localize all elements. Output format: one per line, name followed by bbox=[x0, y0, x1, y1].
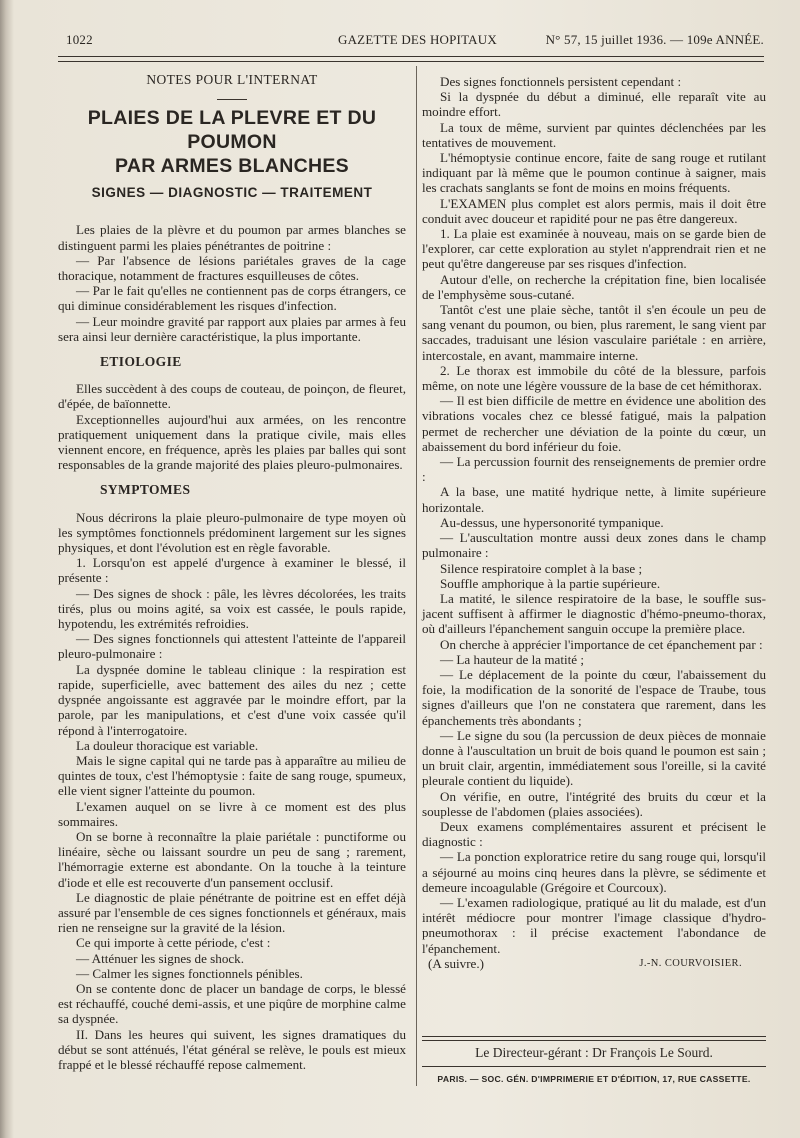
paragraph: — Des signes fonctionnels qui attestent l'atteinte de l'appareil pleuro-pulmonaire : bbox=[58, 631, 406, 662]
paragraph: — L'examen radiologique, pratiqué au lit du malade, est d'un intérêt médiocre pour montrer l'image classique d'hydro-pneumothorax : il précise exactement l'abondance de l'épanchement. bbox=[422, 894, 766, 956]
paragraph: 2. Le thorax est immobile du côté de la blessure, parfois même, on note une légère voussure de la base de cet hémithorax. bbox=[422, 362, 766, 394]
paragraph: — Des signes de shock : pâle, les lèvres décolorées, les traits tirés, plus ou moins agité, sa voix est cassée, le pouls rapide, hypotendu, les extrémités refroidies. bbox=[58, 585, 406, 632]
footer-rule-bottom bbox=[422, 1040, 766, 1041]
article-title bbox=[58, 106, 406, 178]
paragraph: Nous décrirons la plaie pleuro-pulmonaire de type moyen où les symptômes fonctionnels prédominent largement sur les signes physiques, et dont l'évolution est en règle favorable. bbox=[58, 509, 406, 556]
issue-info: N° 57, 15 juillet 1936. — 109e ANNÉE. bbox=[545, 32, 764, 47]
paragraph: Exceptionnelles aujourd'hui aux armées, on les rencontre pratiquement uniquement dans la pratique civile, mais elles viennent encore, en fréquence, après les plaies par balles qui sont responsables de la grande majorité des plaies pleuro-pulmonaires. bbox=[58, 411, 406, 473]
printer-line: PARIS. — SOC. GÉN. D'IMPRIMERIE ET D'ÉDITION, 17, RUE CASSETTE. bbox=[437, 1074, 751, 1084]
paragraph: Silence respiratoire complet à la base ; bbox=[440, 560, 643, 576]
paragraph: Au-dessus, une hypersonorité tympanique. bbox=[440, 514, 664, 530]
paragraph: Deux examens complémentaires assurent et précisent le diagnostic : bbox=[422, 818, 766, 850]
paragraph: — Il est bien difficile de mettre en évidence une abolition des vibrations vocales chez ce blessé fatigué, mais la palpation permet de rechercher une déviation de la pointe du cœur, un abaissement du bord inférieur du foie. bbox=[422, 393, 766, 454]
article-subtitle: SIGNES — DIAGNOSTIC — TRAITEMENT bbox=[91, 185, 373, 201]
paragraph: Tantôt c'est une plaie sèche, tantôt il s'en écoule un peu de sang venant du poumon, ou bien, plus rarement, le sang vient par saccades, traduisant une lésion vasculaire pariétale : en arrière, intercostale, en avant, mammaire interne. bbox=[422, 302, 766, 363]
printer-rule bbox=[422, 1066, 766, 1067]
paragraph: L'EXAMEN plus complet est alors permis, mais il doit être conduit avec douceur et rapidité pour ne pas être dangereux. bbox=[422, 195, 766, 226]
paragraph: Souffle amphorique à la partie supérieure. bbox=[440, 575, 661, 591]
paragraph: La douleur thoracique est variable. bbox=[76, 737, 259, 753]
paragraph: — La ponction exploratrice retire du sang rouge qui, lorsqu'il a séjourné au moins cinq heures dans la plèvre, se sédimente et demeure incoagulable (Grégoire et Courcoux). bbox=[422, 849, 766, 895]
left-column bbox=[58, 70, 406, 1072]
paragraph: La toux de même, survient par quintes déclenchées par les tentatives de mouvement. bbox=[422, 119, 766, 150]
paragraph: Des signes fonctionnels persistent cependant : bbox=[440, 74, 682, 89]
paragraph: La matité, le silence respiratoire de la base, le souffle sus-jacent suffisent à affirmer le diagnostic d'hémo-pneumo-thorax, où d'ailleurs l'épanchement sanguin occupe la première place. bbox=[422, 590, 766, 637]
header-rule-thick bbox=[58, 56, 764, 57]
title-rule bbox=[217, 99, 247, 100]
paragraph: A la base, une matité hydrique nette, à limite supérieure horizontale. bbox=[422, 484, 766, 515]
paragraph: — Calmer les signes fonctionnels pénibles. bbox=[76, 965, 303, 981]
paragraph: Le diagnostic de plaie pénétrante de poitrine est en effet déjà assuré par l'ensemble de ces signes fonctionnels et généraux, mais rien ne renseigne sur la gravité de la lésion. bbox=[58, 889, 406, 936]
paragraph: Si la dyspnée du début a diminué, elle reparaît vite au moindre effort. bbox=[422, 89, 766, 120]
paragraph: L'examen auquel on se livre à ce moment est des plus sommaires. bbox=[58, 798, 406, 829]
paragraph: On se contente donc de placer un bandage de corps, le blessé est réchauffé, couché demi-assis, et une piqûre de morphine calme sa dyspnée. bbox=[58, 980, 406, 1027]
paragraph: Ce qui importe à cette période, c'est : bbox=[76, 935, 271, 951]
right-column bbox=[422, 74, 766, 971]
paragraph: Autour d'elle, on recherche la crépitation fine, bien localisée de l'emphysème sous-cutané. bbox=[422, 271, 766, 302]
paragraph: 1. Lorsqu'on est appelé d'urgence à examiner le blessé, il présente : bbox=[58, 555, 406, 586]
section-heading-etiologie: ETIOLOGIE bbox=[100, 354, 182, 370]
paragraph: — Atténuer les signes de shock. bbox=[76, 950, 245, 966]
article-title-line1: PLAIES DE LA PLEVRE ET DU POUMON bbox=[87, 107, 377, 154]
author-name: J.-N. COURVOISIER. bbox=[639, 957, 742, 969]
paragraph: 1. La plaie est examinée à nouveau, mais on se garde bien de l'explorer, car cette exploration au stylet n'apprendrait rien et ne peut qu'être dangereuse par ses risques d'infection. bbox=[422, 226, 766, 272]
paragraph: La dyspnée domine le tableau clinique : la respiration est rapide, superficielle, avec battement des ailes du nez ; cette dyspnée angoissante est aggravée par le moindre effort, par la parole, par les manipulations, et c'est d'une voix cassée qu'il répond à l'interrogatoire. bbox=[58, 661, 406, 738]
paragraph: On cherche à apprécier l'importance de cet épanchement par : bbox=[440, 636, 763, 652]
column-divider bbox=[416, 66, 417, 1086]
paragraph: — Le signe du sou (la percussion de deux pièces de monnaie donne à l'auscultation un bruit de bois quand le poumon est sain ; un bruit clair, argentin, immédiatement sous l'oreille, si la cavité pleurale contient du liquide). bbox=[422, 727, 766, 789]
paragraph: L'hémoptysie continue encore, faite de sang rouge et rutilant indiquant par là même que le poumon continue à saigner, mais les crachats sanglants se font de moins en moins fréquents. bbox=[422, 150, 766, 196]
to-be-continued: (A suivre.) bbox=[428, 955, 484, 971]
page-number: 1022 bbox=[66, 32, 93, 47]
paragraph: — Le déplacement de la pointe du cœur, l'abaissement du foie, la modification de la sonorité de l'espace de Traube, tous signes d'ailleurs que l'on ne constatera que rarement, dans les épanchements très abondants ; bbox=[422, 666, 766, 728]
paragraph: On vérifie, en outre, l'intégrité des bruits du cœur et la souplesse de l'abdomen (plaies associées). bbox=[422, 788, 766, 819]
article-signature bbox=[422, 956, 766, 971]
paragraph: — Leur moindre gravité par rapport aux plaies par armes à feu sera ainsi leur dernière caractéristique, la plus importante. bbox=[58, 313, 406, 344]
paragraph: — Par le fait qu'elles ne contiennent pas de corps étrangers, ce qui diminue considérablement les risques d'infection. bbox=[58, 283, 406, 314]
paragraph: — La percussion fournit des renseignements de premier ordre : bbox=[422, 454, 766, 485]
paragraph: II. Dans les heures qui suivent, les signes dramatiques du début se sont atténués, l'état général se relève, le pouls est mieux frappé et le blessé réchauffé repose calmement. bbox=[58, 1026, 406, 1072]
paragraph: On se borne à reconnaître la plaie pariétale : punctiforme ou linéaire, sèche ou laissant sourdre un peu de sang ; rarement, l'hémorragie externe est abondante. On la touche à la teinture d'iode et elle est recouverte d'un pansement occlusif. bbox=[58, 828, 406, 890]
section-label: NOTES POUR L'INTERNAT bbox=[146, 72, 318, 87]
director-line: Le Directeur-gérant : Dr François Le Sourd. bbox=[475, 1045, 713, 1060]
paragraph: Les plaies de la plèvre et du poumon par armes blanches se distinguent parmi les plaies pénétrantes de poitrine : bbox=[58, 222, 406, 253]
header-rule-thin bbox=[58, 61, 764, 62]
section-heading-symptomes: SYMPTOMES bbox=[100, 482, 191, 498]
paragraph: — La hauteur de la matité ; bbox=[440, 651, 584, 667]
paragraph: — L'auscultation montre aussi deux zones dans le champ pulmonaire : bbox=[422, 530, 766, 561]
article-title-line2: PAR ARMES BLANCHES bbox=[115, 155, 349, 178]
page-header bbox=[66, 32, 764, 52]
footer-rule-top bbox=[422, 1036, 766, 1037]
paragraph: Mais le signe capital qui ne tarde pas à apparaître au milieu de quintes de toux, c'est l'hémoptysie : faite de sang rouge, spumeux, elle vient signer l'atteinte du poumon. bbox=[58, 752, 406, 799]
paragraph: — Par l'absence de lésions pariétales graves de la cage thoracique, notamment de fractures esquilleuses de côtes. bbox=[58, 252, 406, 284]
paragraph: Elles succèdent à des coups de couteau, de poinçon, de fleuret, d'épée, de baïonnette. bbox=[58, 381, 406, 412]
gazette-title: GAZETTE DES HOPITAUX bbox=[338, 32, 497, 47]
